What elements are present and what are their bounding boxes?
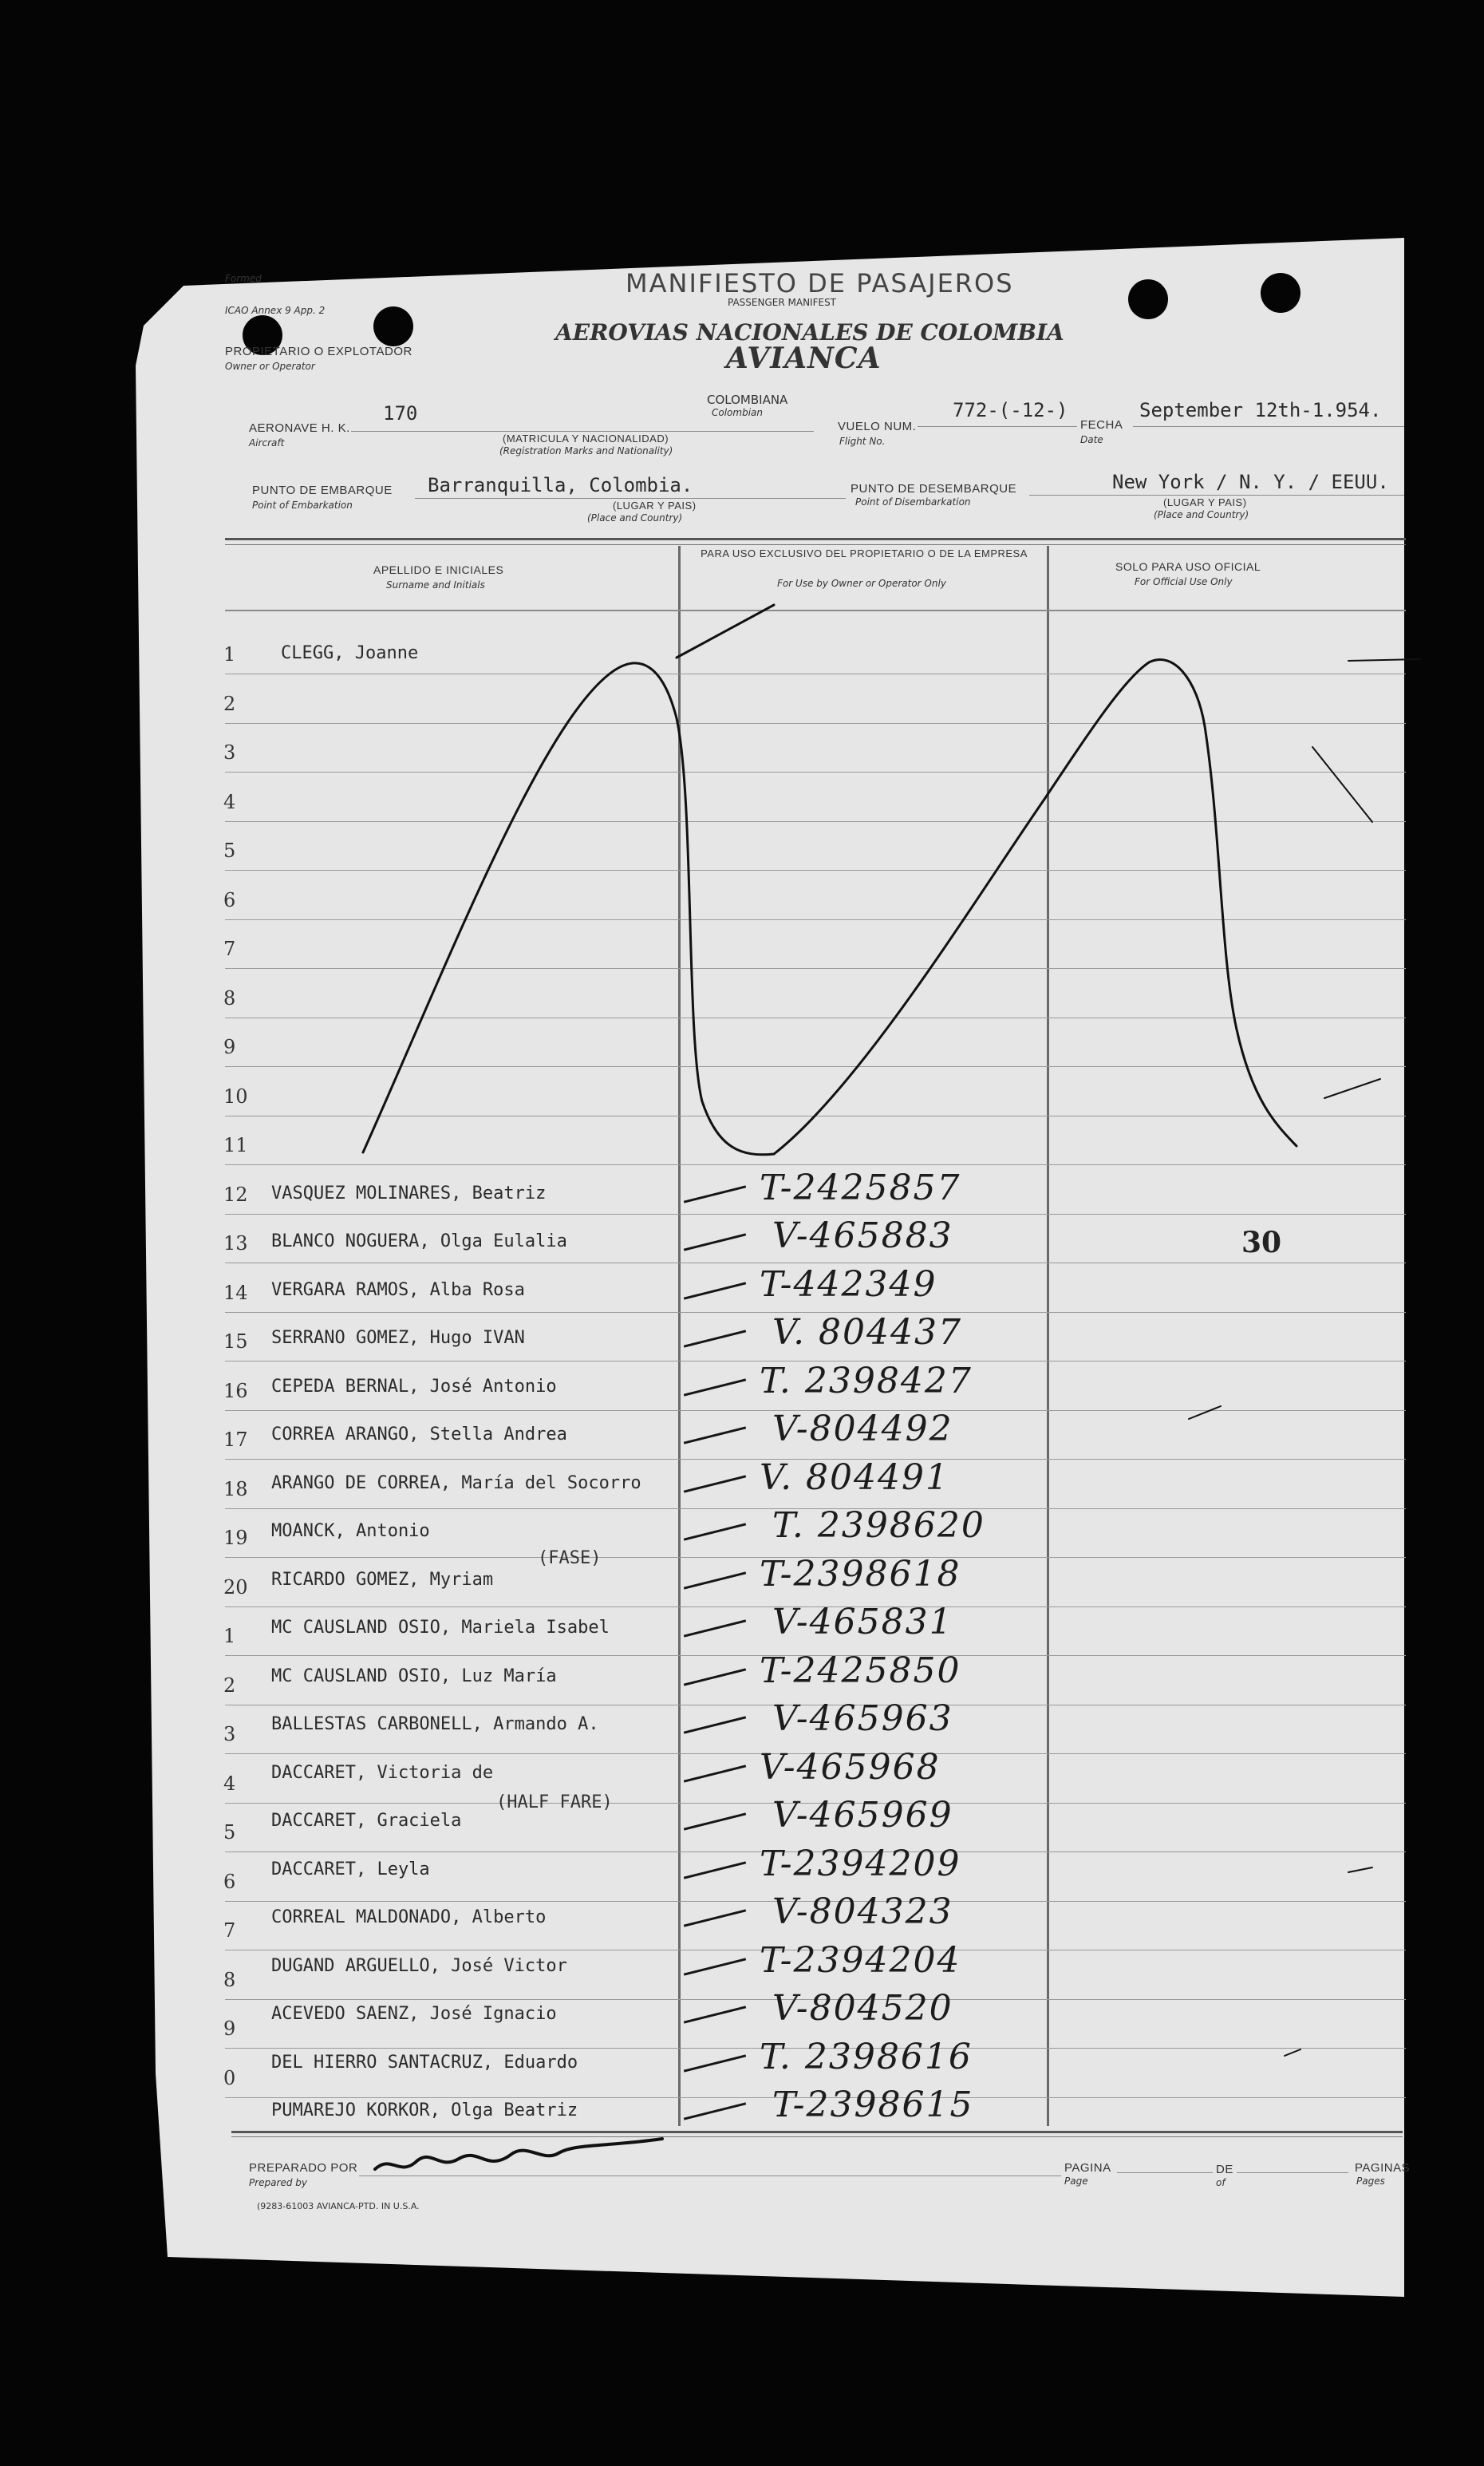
ticket-number: V-465831: [772, 1602, 953, 1642]
void-loop-right: [774, 660, 1297, 1154]
passenger-name: MC CAUSLAND OSIO, Mariela Isabel: [271, 1618, 610, 1638]
passenger-name: ARANGO DE CORREA, María del Socorro: [271, 1473, 641, 1493]
fare-note: (FASE): [538, 1548, 602, 1568]
row-number: 12: [223, 1184, 248, 1206]
row-number: 10: [223, 1085, 248, 1108]
ticket-number: T. 2398620: [772, 1505, 985, 1546]
col-owner-use: PARA USO EXCLUSIVO DEL PROPIETARIO O DE LA EMPRESA: [701, 547, 1028, 559]
aircraft-label-en: Aircraft: [249, 437, 285, 449]
ticket-number: V-804492: [772, 1409, 953, 1449]
row-number: 2: [223, 693, 236, 715]
flight-label: VUELO NUM.: [838, 420, 917, 433]
row-number: 3: [223, 1723, 236, 1745]
ticket-number: T. 2398616: [760, 2037, 973, 2077]
owner-label-en: Owner or Operator: [225, 361, 315, 372]
page-label-en: Page: [1064, 2176, 1088, 2187]
ticket-number: T-2394209: [760, 1844, 961, 1884]
of-label: DE: [1216, 2163, 1233, 2176]
ticket-number: T-2425850: [760, 1650, 961, 1691]
row-number: 3: [223, 741, 236, 764]
prepared-label: PREPARADO POR: [249, 2161, 358, 2175]
disembark-sub: (LUGAR Y PAIS): [1163, 496, 1247, 508]
passenger-name: RICARDO GOMEZ, Myriam: [271, 1570, 494, 1590]
flight-label-en: Flight No.: [839, 436, 886, 447]
row-number: 18: [223, 1478, 248, 1500]
airline-logo: AVIANCA: [726, 342, 882, 375]
ticket-number: V-804520: [772, 1988, 953, 2029]
page-label: PAGINA: [1064, 2161, 1111, 2175]
nationality-value: COLOMBIANA: [707, 393, 788, 407]
passenger-name: MC CAUSLAND OSIO, Luz María: [271, 1666, 557, 1686]
row-number: 20: [223, 1576, 248, 1599]
passenger-name: CEPEDA BERNAL, José Antonio: [271, 1377, 557, 1397]
ticket-number: V-465883: [772, 1215, 953, 1256]
col-official: SOLO PARA USO OFICIAL: [1115, 560, 1261, 573]
date-value: September 12th-1.954.: [1139, 399, 1382, 421]
ticket-number: T-2425857: [760, 1168, 961, 1208]
ticket-number: V-465968: [760, 1747, 941, 1788]
row-number: 5: [223, 840, 236, 862]
row-number: 2: [223, 1674, 236, 1697]
passenger-name: PUMAREJO KORKOR, Olga Beatriz: [271, 2100, 578, 2120]
passenger-name: DEL HIERRO SANTACRUZ, Eduardo: [271, 2053, 578, 2073]
passenger-name: SERRANO GOMEZ, Hugo IVAN: [271, 1328, 525, 1348]
airline-name: AEROVIAS NACIONALES DE COLOMBIA: [555, 319, 1064, 346]
signature: [375, 2139, 662, 2169]
passenger-name: CORREA ARANGO, Stella Andrea: [271, 1425, 567, 1444]
row-number: 8: [223, 1969, 236, 1991]
row-number: 15: [223, 1330, 248, 1353]
row-number: 7: [223, 1919, 236, 1942]
row-number: 1: [223, 643, 236, 666]
embark-sub-en: (Place and Country): [587, 512, 683, 524]
col-owner-use-en: For Use by Owner or Operator Only: [777, 578, 946, 589]
embark-label: PUNTO DE EMBARQUE: [252, 484, 393, 497]
date-label: FECHA: [1080, 418, 1123, 432]
official-count: 30: [1241, 1226, 1282, 1259]
row-number: 9: [223, 1036, 236, 1058]
row-number: 16: [223, 1380, 248, 1402]
fare-note: (HALF FARE): [496, 1792, 613, 1812]
aircraft-label: AERONAVE H. K.: [249, 421, 350, 435]
aircraft-value: 170: [383, 402, 418, 425]
row-number: 5: [223, 1821, 236, 1844]
registration-label: (MATRICULA Y NACIONALIDAD): [503, 433, 669, 445]
stamp-line: ICAO Annex 9 App. 2: [225, 305, 326, 316]
ticket-number: T-2398615: [772, 2085, 974, 2125]
disembark-label-en: Point of Disembarkation: [855, 496, 971, 508]
void-slash: [677, 605, 774, 658]
passenger-name: BLANCO NOGUERA, Olga Eulalia: [271, 1231, 567, 1251]
row-number: 6: [223, 1871, 236, 1893]
row-number: 19: [223, 1527, 248, 1549]
passenger-name: MOANCK, Antonio: [271, 1521, 430, 1541]
passenger-name: DACCARET, Leyla: [271, 1859, 430, 1879]
disembark-sub-en: (Place and Country): [1154, 509, 1249, 520]
passenger-name: VERGARA RAMOS, Alba Rosa: [271, 1280, 525, 1300]
passenger-name: ACEVEDO SAENZ, José Ignacio: [271, 2004, 557, 2024]
prepared-label-en: Prepared by: [249, 2177, 307, 2188]
ticket-number: T-2398618: [760, 1554, 961, 1595]
col-surname: APELLIDO E INICIALES: [373, 563, 504, 576]
pages-label-en: Pages: [1356, 2176, 1385, 2187]
void-loop-left: [363, 663, 774, 1155]
owner-label: PROPIETARIO O EXPLOTADOR: [225, 345, 412, 358]
row-number: 1: [223, 1625, 236, 1647]
registration-label-en: (Registration Marks and Nationality): [499, 445, 673, 456]
ticket-number: V. 804491: [760, 1457, 950, 1498]
passenger-name: BALLESTAS CARBONELL, Armando A.: [271, 1714, 599, 1734]
stamp-line: Formed: [225, 273, 262, 284]
row-number: 4: [223, 1772, 236, 1795]
manifest-title-en: PASSENGER MANIFEST: [728, 297, 837, 308]
row-number: 6: [223, 889, 236, 911]
ticket-number: V-465963: [772, 1698, 953, 1739]
row-number: 14: [223, 1282, 248, 1304]
disembark-label: PUNTO DE DESEMBARQUE: [851, 482, 1017, 496]
ticket-number: V. 804437: [772, 1312, 963, 1353]
row-number: 11: [223, 1134, 248, 1156]
row-number: 17: [223, 1429, 248, 1451]
ticket-number: V-804323: [772, 1891, 953, 1932]
ticket-number: T-442349: [760, 1264, 937, 1305]
ticket-number: V-465969: [772, 1795, 953, 1836]
passenger-name: VASQUEZ MOLINARES, Beatriz: [271, 1184, 547, 1203]
passenger-name: DACCARET, Graciela: [271, 1811, 462, 1831]
row-number: 9: [223, 2017, 236, 2040]
manifest-title: MANIFIESTO DE PASAJEROS: [626, 268, 1014, 298]
pages-label: PAGINAS: [1355, 2161, 1411, 2175]
passenger-name: CORREAL MALDONADO, Alberto: [271, 1907, 547, 1927]
disembark-value: New York / N. Y. / EEUU.: [1112, 471, 1389, 493]
embark-value: Barranquilla, Colombia.: [428, 474, 693, 496]
ticket-number: T. 2398427: [760, 1361, 973, 1401]
of-label-en: of: [1216, 2177, 1225, 2188]
row-number: 13: [223, 1232, 248, 1255]
nationality-value-en: Colombian: [712, 407, 763, 418]
flight-value: 772-(-12-): [953, 399, 1068, 421]
row-number: 4: [223, 791, 236, 813]
row-number: 0: [223, 2067, 236, 2089]
passenger-name: DACCARET, Victoria de: [271, 1763, 494, 1783]
date-label-en: Date: [1080, 434, 1103, 445]
ticket-number: T-2394204: [760, 1940, 961, 1981]
embark-label-en: Point of Embarkation: [252, 500, 353, 511]
col-surname-en: Surname and Initials: [386, 579, 485, 591]
embark-sub: (LUGAR Y PAIS): [613, 500, 697, 512]
row-number: 7: [223, 938, 236, 960]
printer-line: (9283-61003 AVIANCA-PTD. IN U.S.A.: [257, 2201, 420, 2211]
passenger-name: DUGAND ARGUELLO, José Victor: [271, 1956, 567, 1976]
row-number: 8: [223, 987, 236, 1010]
col-official-en: For Official Use Only: [1135, 576, 1233, 587]
passenger-name: CLEGG, Joanne: [281, 643, 419, 663]
